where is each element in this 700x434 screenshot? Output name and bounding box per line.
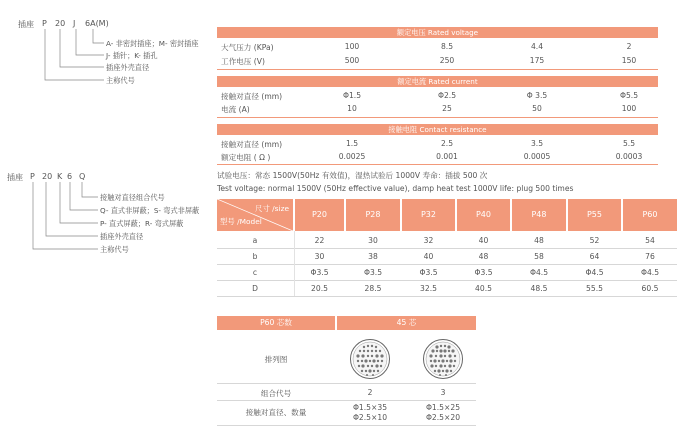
p60-dia-2a: Φ1.5×25 xyxy=(425,403,461,412)
size-cell: Φ4.5 xyxy=(529,268,549,277)
pin-layout-diagram-1 xyxy=(349,338,391,380)
divider xyxy=(294,231,295,296)
code1-label-pin: J- 插针；K- 插孔 xyxy=(106,51,158,60)
divider xyxy=(217,280,677,281)
resistance-row-label: 额定电阻 ( Ω ) xyxy=(221,153,271,162)
size-cell: 52 xyxy=(589,236,600,245)
size-cell: 48 xyxy=(534,236,544,245)
size-cell: 30 xyxy=(314,252,325,261)
resistance-cell: 0.001 xyxy=(436,152,458,161)
size-cell: 58 xyxy=(534,252,544,261)
current-row-label: 电流 (A) xyxy=(221,105,250,114)
col-header-p55: P55 xyxy=(568,199,621,231)
code2-label-main: 主称代号 xyxy=(100,245,129,254)
current-cell: 10 xyxy=(347,104,357,113)
code2-label-shielded: P- 直式屏蔽；R- 弯式屏蔽 xyxy=(100,219,184,228)
current-header: 额定电流 Rated current xyxy=(217,76,658,87)
code1-prefix: 插座 xyxy=(18,20,34,29)
size-cell: 32 xyxy=(423,236,434,245)
resistance-cell: 2.5 xyxy=(440,139,454,148)
col-header-p48: P48 xyxy=(512,199,566,231)
resistance-header: 接触电阻 Contact resistance xyxy=(217,124,658,135)
p60-row-layout-label: 排列图 xyxy=(264,355,288,364)
size-cell: Φ4.5 xyxy=(585,268,604,277)
resistance-row-label: 接触对直径 (mm) xyxy=(221,140,283,149)
col-header-p20: P20 xyxy=(295,199,344,231)
code1-label-sealing: A- 非密封插座；M- 密封插座 xyxy=(106,39,199,48)
size-cell: 40 xyxy=(478,236,489,245)
resistance-cell: 5.5 xyxy=(622,139,636,148)
size-cell: 38 xyxy=(368,252,378,261)
size-cell: 40.5 xyxy=(475,284,492,293)
code1-p: P xyxy=(42,19,47,28)
size-cell: 28.5 xyxy=(364,284,382,293)
size-cell: Φ3.5 xyxy=(363,268,383,277)
voltage-cell: 250 xyxy=(439,56,455,65)
size-cell: 64 xyxy=(589,252,600,261)
current-cell: 25 xyxy=(442,104,452,113)
code2-six: 6 xyxy=(67,172,73,181)
divider xyxy=(217,164,658,165)
row-label-c: c xyxy=(252,268,258,277)
divider xyxy=(217,264,677,265)
size-cell: 48 xyxy=(478,252,489,261)
divider xyxy=(217,248,677,249)
p60-code-2: 3 xyxy=(440,388,446,397)
size-cell: Φ3.5 xyxy=(310,268,329,277)
row-label-b: b xyxy=(252,252,258,261)
size-cell: Φ3.5 xyxy=(474,268,493,277)
code2-label-combo: 接触对直径组合代号 xyxy=(100,193,165,202)
p60-dia-1b: Φ2.5×10 xyxy=(352,413,388,422)
p60-row-code-label: 组合代号 xyxy=(260,389,292,398)
divider xyxy=(217,425,476,426)
row-label-a: a xyxy=(252,236,258,245)
size-cell: 60.5 xyxy=(641,284,659,293)
size-cell: Φ4.5 xyxy=(640,268,660,277)
current-cell: Φ5.5 xyxy=(619,91,639,100)
pin-layout-diagram-2 xyxy=(422,338,464,380)
size-cell: 22 xyxy=(314,236,325,245)
col-header-p60: P60 xyxy=(623,199,677,231)
current-cell: 100 xyxy=(621,104,637,113)
col-header-p28: P28 xyxy=(346,199,400,231)
size-cell: 48.5 xyxy=(530,284,548,293)
size-cell: Φ3.5 xyxy=(419,268,438,277)
voltage-cell: 2 xyxy=(626,42,632,51)
voltage-cell: 150 xyxy=(621,56,637,65)
col-header-p40: P40 xyxy=(457,199,510,231)
resistance-cell: 0.0003 xyxy=(615,152,643,161)
p60-header-right: 45 芯 xyxy=(337,316,476,330)
size-cell: 32.5 xyxy=(420,284,437,293)
voltage-cell: 500 xyxy=(344,56,360,65)
code1-label-main: 主称代号 xyxy=(106,76,135,85)
size-corner xyxy=(217,199,293,231)
code1-num: 20 xyxy=(55,19,66,28)
voltage-row-label: 工作电压 (V) xyxy=(221,57,265,66)
p60-row-dia-label: 接触对直径、数量 xyxy=(245,408,307,417)
voltage-cell: 8.5 xyxy=(440,42,454,51)
size-cell: 40 xyxy=(423,252,434,261)
voltage-cell: 100 xyxy=(344,42,360,51)
code2-label-shell: 插座外壳直径 xyxy=(100,232,144,241)
voltage-cell: 4.4 xyxy=(530,42,544,51)
corner-model-label: 型号 /Model xyxy=(220,217,262,226)
p60-dia-1a: Φ1.5×35 xyxy=(352,403,388,412)
code2-k: K xyxy=(57,172,63,181)
code2-label-unshielded: Q- 直式非屏蔽；S- 弯式非屏蔽 xyxy=(100,206,200,215)
row-label-d: D xyxy=(252,284,258,293)
resistance-cell: 0.0005 xyxy=(523,152,551,161)
p60-header-left: P60 芯数 xyxy=(217,316,335,330)
resistance-cell: 1.5 xyxy=(345,139,359,148)
current-cell: 50 xyxy=(532,104,542,113)
divider xyxy=(217,400,476,401)
size-cell: 20.5 xyxy=(311,284,328,293)
size-cell: 30 xyxy=(368,236,378,245)
current-cell: Φ 3.5 xyxy=(526,91,548,100)
size-cell: 54 xyxy=(645,236,655,245)
p60-dia-2b: Φ2.5×20 xyxy=(425,413,461,422)
voltage-cell: 175 xyxy=(529,56,545,65)
col-header-p32: P32 xyxy=(402,199,455,231)
code2-p: P xyxy=(30,172,35,181)
test-note-cn: 试验电压：常态 1500V(50Hz 有效值)，湿热试验后 1000V 寿命：插拔 500 次 xyxy=(217,171,488,180)
divider xyxy=(217,117,658,118)
code1-j: J xyxy=(73,19,76,28)
test-note-en: Test voltage: normal 1500V (50Hz effective value), damp heat test 1000V life: plug 500 times xyxy=(217,184,574,193)
code2-prefix: 插座 xyxy=(7,173,23,182)
divider xyxy=(217,69,658,70)
current-cell: Φ1.5 xyxy=(342,91,362,100)
p60-code-1: 2 xyxy=(367,388,373,397)
divider xyxy=(217,383,476,384)
code2-num: 20 xyxy=(42,172,53,181)
resistance-cell: 3.5 xyxy=(530,139,544,148)
voltage-header: 额定电压 Rated voltage xyxy=(217,27,658,38)
code2-q: Q xyxy=(79,172,86,181)
corner-size-label: 尺寸 /size xyxy=(255,204,289,213)
code1-label-shell: 插座外壳直径 xyxy=(106,63,150,72)
voltage-row-label: 大气压力 (KPa) xyxy=(221,43,274,52)
size-cell: 55.5 xyxy=(586,284,603,293)
current-row-label: 接触对直径 (mm) xyxy=(221,92,283,101)
code1-suffix: 6A(M) xyxy=(85,19,109,28)
resistance-cell: 0.0025 xyxy=(338,152,366,161)
divider xyxy=(217,296,677,297)
size-cell: 76 xyxy=(645,252,655,261)
current-cell: Φ2.5 xyxy=(437,91,457,100)
